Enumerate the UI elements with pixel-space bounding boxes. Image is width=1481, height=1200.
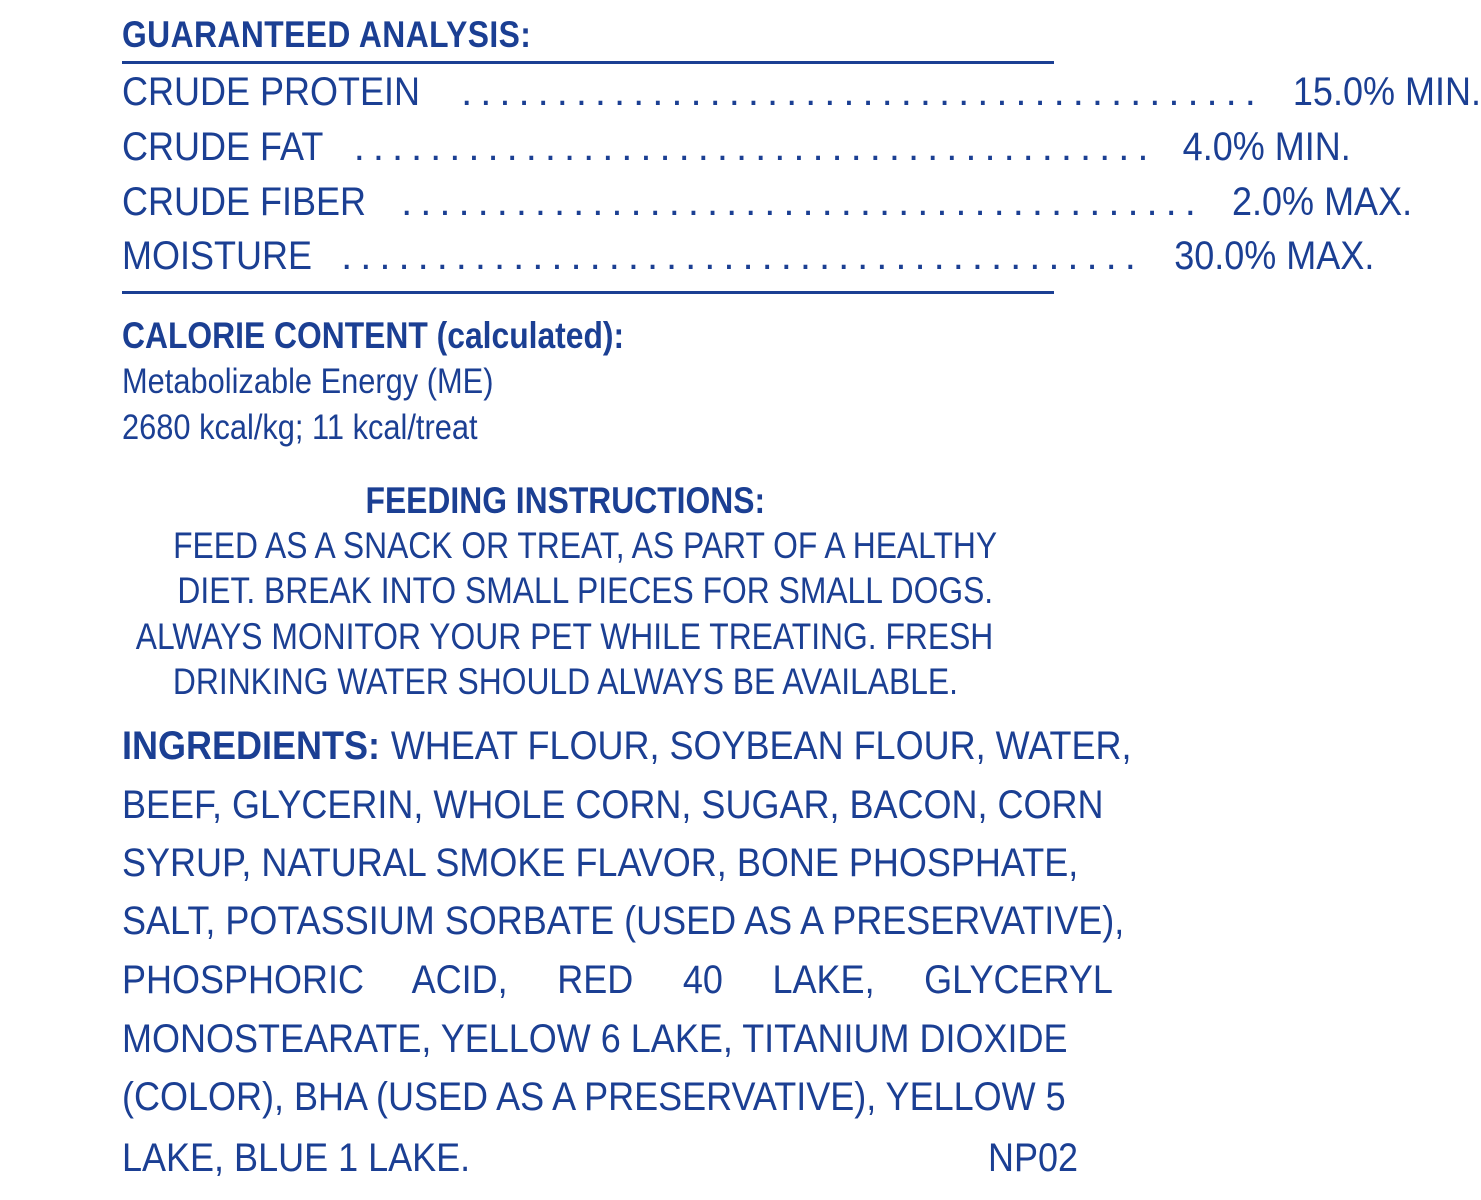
leader-dots: .......................................... — [461, 70, 1264, 114]
feeding-line-text: DIET. BREAK INTO SMALL PIECES FOR SMALL DOGS. — [177, 570, 993, 611]
feeding-heading-text: FEEDING INSTRUCTIONS: — [365, 480, 765, 521]
analysis-row — [122, 180, 1412, 230]
feeding-line-text: FEED AS A SNACK OR TREAT, AS PART OF A HEALTHY — [172, 525, 998, 566]
ingredients-line — [122, 899, 1125, 944]
feeding-line — [0, 661, 1130, 703]
ingredients-heading: INGREDIENTS: — [122, 724, 381, 768]
analysis-value: 15.0% MIN. — [1292, 70, 1481, 114]
ingredients-text: SYRUP, NATURAL SMOKE FLAVOR, BONE PHOSPHATE, — [122, 841, 1079, 885]
ingredients-last-line — [122, 1136, 1078, 1181]
analysis-row — [122, 234, 1375, 284]
ingredients-line — [122, 1017, 1078, 1062]
ingredients-text: MONOSTEARATE, YELLOW 6 LAKE, TITANIUM DIOXIDE — [122, 1017, 1068, 1061]
calorie-line-2: 2680 kcal/kg; 11 kcal/treat — [122, 408, 478, 447]
calorie-heading-note: (calculated): — [436, 315, 625, 356]
feeding-line — [20, 525, 1150, 567]
feeding-instructions-heading — [0, 480, 1130, 522]
leader-dots: .......................................... — [341, 234, 1144, 278]
calorie-content-heading — [122, 315, 624, 357]
feeding-line-text: ALWAYS MONITOR YOUR PET WHILE TREATING. FRESH — [136, 616, 994, 657]
analysis-value: 30.0% MAX. — [1174, 234, 1375, 278]
ingredients-text: PHOSPHORIC ACID, RED 40 LAKE, GLYCERYL — [122, 958, 1113, 1002]
ingredients-text: (COLOR), BHA (USED AS A PRESERVATIVE), YELLOW 5 — [122, 1075, 1066, 1119]
analysis-value: 2.0% MAX. — [1231, 180, 1412, 224]
analysis-value: 4.0% MIN. — [1183, 125, 1352, 169]
divider-bottom — [122, 291, 1054, 294]
ingredients-line — [122, 724, 1132, 769]
ingredients-text: SALT, POTASSIUM SORBATE (USED AS A PRESERVATIVE), — [122, 899, 1125, 943]
analysis-name: CRUDE FAT — [122, 125, 324, 169]
ingredients-text: LAKE, BLUE 1 LAKE. — [122, 1136, 471, 1180]
feeding-line — [0, 616, 1130, 658]
analysis-name: MOISTURE — [122, 234, 313, 278]
ingredients-text: WHEAT FLOUR, SOYBEAN FLOUR, WATER, — [390, 724, 1132, 768]
divider-top — [122, 61, 1054, 64]
feeding-line — [20, 570, 1150, 612]
ingredients-line — [122, 783, 1104, 828]
leader-dots: .......................................... — [401, 180, 1204, 224]
feeding-line-text: DRINKING WATER SHOULD ALWAYS BE AVAILABLE. — [172, 661, 958, 702]
analysis-name: CRUDE FIBER — [122, 180, 367, 224]
analysis-name: CRUDE PROTEIN — [122, 70, 421, 114]
ingredients-line — [122, 1075, 1078, 1120]
leader-dots: .......................................... — [353, 125, 1157, 169]
calorie-heading-text: CALORIE CONTENT — [122, 315, 428, 356]
ingredients-line — [122, 958, 1113, 1003]
calorie-line-1: Metabolizable Energy (ME) — [122, 362, 494, 401]
analysis-row — [122, 125, 1352, 175]
product-code: NP02 — [987, 1136, 1078, 1180]
ingredients-line — [122, 841, 1078, 886]
analysis-row — [122, 70, 1481, 120]
guaranteed-analysis-title: GUARANTEED ANALYSIS: — [122, 14, 532, 55]
ingredients-text: BEEF, GLYCERIN, WHOLE CORN, SUGAR, BACON, CORN — [122, 783, 1104, 827]
